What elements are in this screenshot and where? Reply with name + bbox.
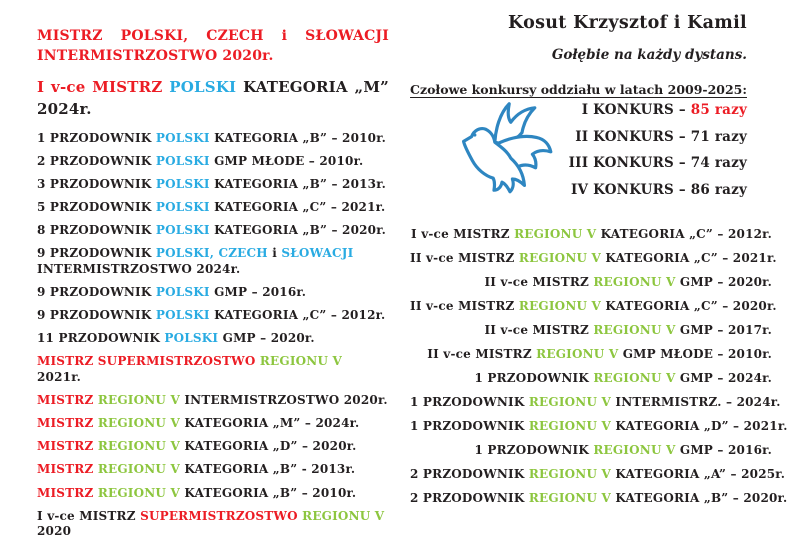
left-heading-intermistrzostwo (37, 26, 389, 66)
text-segment: II v-ce MISTRZ (410, 251, 519, 265)
text-segment: SŁOWACJI (281, 246, 354, 261)
text-segment: REGIONU V (593, 443, 676, 457)
text-segment: REGIONU V (97, 485, 180, 500)
text-segment: REGIONU V (97, 439, 180, 454)
left-achievements-list (37, 131, 389, 540)
text-segment: 8 PRZODOWNIK (37, 223, 156, 238)
achievement-line (410, 347, 772, 362)
konkurs-line (400, 103, 747, 117)
text-segment: KATEGORIA „D” – 2020r. (179, 439, 357, 454)
text-segment: REGIONU V (97, 462, 180, 477)
text-segment: POLSKI (155, 285, 210, 300)
achievement-line (410, 371, 772, 386)
text-segment: POLSKI (155, 200, 210, 215)
text-segment: MISTRZ POLSKI, CZECH i SŁOWACJI (37, 28, 389, 44)
text-segment: REGIONU V (302, 508, 385, 523)
achievement-line (410, 323, 772, 338)
text-segment: MISTRZ (37, 485, 98, 500)
achievement-line (410, 395, 781, 410)
achievement-line (37, 462, 389, 478)
achievement-line (37, 154, 389, 170)
text-segment: 1 PRZODOWNIK (474, 443, 594, 457)
text-segment: GMP MŁODE – 2010r. (209, 154, 364, 169)
text-segment: 1 PRZODOWNIK (474, 371, 594, 385)
text-segment: REGIONU V (518, 251, 602, 265)
text-segment: KATEGORIA „C” – 2020r. (601, 299, 777, 313)
achievement-line (410, 419, 788, 434)
text-segment: GMP – 2020r. (218, 331, 315, 346)
text-segment: CZECH (218, 246, 268, 261)
achievement-line (37, 393, 389, 409)
text-segment: POLSKI (155, 223, 210, 238)
text-segment: REGIONU V (593, 323, 676, 337)
text-segment: KATEGORIA „C” – 2012r. (596, 227, 772, 241)
text-segment: 9 PRZODOWNIK (37, 285, 156, 300)
text-segment: POLSKI (155, 177, 210, 192)
text-segment: KATEGORIA „B” – 2020r. (209, 223, 387, 238)
text-segment: REGIONU V (528, 419, 612, 433)
achievement-line (410, 299, 777, 314)
text-segment: KATEGORIA „B” – 2010r. (179, 485, 357, 500)
right-achievements-list (410, 227, 788, 515)
heading-line (37, 26, 389, 46)
text-segment: KATEGORIA „B” – 2020r. (611, 491, 788, 505)
text-segment: 2020 (37, 524, 72, 539)
text-segment: INTERMISTRZ. – 2024r. (611, 395, 781, 409)
text-segment: I KONKURS – (581, 102, 691, 118)
achievement-line (410, 443, 772, 458)
text-segment: POLSKI, (155, 246, 215, 261)
text-segment: GMP – 2016r. (209, 285, 307, 300)
text-segment: i (267, 246, 282, 261)
achievement-line (37, 223, 389, 239)
text-segment: POLSKI (155, 154, 210, 169)
text-segment: GMP – 2024r. (675, 371, 772, 385)
achievement-line (37, 354, 389, 385)
text-segment: KATEGORIA „B” - 2013r. (179, 462, 356, 477)
text-segment: REGIONU V (593, 275, 676, 289)
achievement-line (410, 251, 777, 266)
text-segment: I v-ce MISTRZ (37, 78, 170, 96)
achievement-line (37, 486, 389, 502)
achievement-line (37, 177, 389, 193)
text-segment: KATEGORIA „C” – 2021r. (209, 200, 386, 215)
text-segment: 1 PRZODOWNIK (37, 131, 156, 145)
text-segment: REGIONU V (593, 371, 676, 385)
text-segment: INTERMISTRZOSTWO 2020r. (179, 393, 388, 408)
text-segment: 2 PRZODOWNIK (37, 154, 156, 169)
achievement-line (410, 491, 788, 506)
achievement-line (37, 509, 389, 540)
text-segment: 85 razy (690, 102, 747, 118)
achievement-line (37, 331, 389, 347)
text-segment: SUPERMISTRZOSTWO (140, 508, 303, 523)
text-segment: KATEGORIA „A” – 2025r. (611, 467, 786, 481)
text-segment: I v-ce MISTRZ (411, 227, 515, 241)
text-segment: KATEGORIA „C” – 2012r. (209, 308, 386, 323)
achievement-line (410, 467, 786, 482)
text-segment: REGIONU V (518, 299, 602, 313)
text-segment: KATEGORIA „B” – 2010r. (209, 131, 387, 145)
right-column-header (400, 0, 747, 98)
konkurs-line (400, 183, 747, 197)
text-segment: 2024r. (37, 100, 92, 118)
text-segment: POLSKI (169, 78, 237, 96)
text-segment: POLSKI (155, 131, 210, 145)
heading-line (37, 98, 389, 120)
text-segment: KATEGORIA „M” – 2024r. (179, 416, 360, 431)
achievement-line (37, 439, 389, 455)
text-segment: MISTRZ (37, 439, 98, 454)
text-segment: GMP – 2016r. (675, 443, 772, 457)
text-segment: GMP MŁODE – 2010r. (618, 347, 772, 361)
text-segment: II v-ce MISTRZ (427, 347, 537, 361)
text-segment: POLSKI (164, 331, 219, 346)
text-segment: 1 PRZODOWNIK (410, 419, 529, 433)
text-segment: REGIONU V (536, 347, 619, 361)
text-segment: 2021r. (37, 370, 81, 385)
text-segment: II KONKURS – 71 razy (575, 128, 747, 145)
text-segment: INTERMISTRZOSTWO 2020r. (37, 48, 274, 64)
text-segment: 2 PRZODOWNIK (410, 491, 529, 505)
achievement-line (37, 131, 389, 147)
text-segment: KATEGORIA „M” (236, 78, 389, 96)
konkurs-line (400, 130, 747, 144)
text-segment: REGIONU V (259, 354, 343, 369)
achievement-line (410, 275, 772, 290)
konkurs-results-list (400, 103, 747, 209)
text-segment: REGIONU V (528, 395, 612, 409)
achievement-line (37, 246, 389, 277)
text-segment: 3 PRZODOWNIK (37, 177, 156, 192)
text-segment: REGIONU V (528, 491, 612, 505)
text-segment: II v-ce MISTRZ (484, 323, 594, 337)
achievement-line (37, 416, 389, 432)
achievement-line (37, 285, 389, 301)
text-segment: KATEGORIA „B” – 2013r. (209, 177, 387, 192)
text-segment: MISTRZ (37, 416, 98, 431)
text-segment: REGIONU V (97, 393, 180, 408)
page-title: Kosut Krzysztof i Kamil (508, 13, 747, 33)
text-segment: MISTRZ SUPERMISTRZOSTWO (37, 354, 260, 369)
text-segment: IV KONKURS – 86 razy (571, 181, 747, 198)
text-segment: 1 PRZODOWNIK (410, 395, 529, 409)
text-segment: INTERMISTRZOSTWO 2024r. (37, 262, 241, 277)
text-segment: I v-ce MISTRZ (37, 508, 141, 523)
text-segment: 9 PRZODOWNIK (37, 308, 156, 323)
text-segment: POLSKI (155, 308, 210, 323)
text-segment: II v-ce MISTRZ (484, 275, 594, 289)
left-column (37, 26, 389, 547)
text-segment: III KONKURS – 74 razy (568, 155, 747, 171)
text-segment: 5 PRZODOWNIK (37, 200, 156, 215)
text-segment: MISTRZ (37, 462, 98, 477)
text-segment: REGIONU V (528, 467, 612, 481)
text-segment: MISTRZ (37, 393, 98, 408)
text-segment: GMP – 2020r. (675, 275, 772, 289)
heading-line (37, 46, 389, 66)
left-heading-vice-mistrz (37, 76, 389, 120)
heading-line (37, 76, 389, 98)
text-segment: KATEGORIA „D” – 2021r. (611, 419, 788, 433)
text-segment: KATEGORIA „C” – 2021r. (601, 251, 777, 265)
achievement-line (37, 308, 389, 324)
achievement-line (410, 227, 772, 242)
konkurs-line (400, 156, 747, 170)
text-segment: REGIONU V (514, 227, 597, 241)
text-segment: 2 PRZODOWNIK (410, 467, 529, 481)
slogan: Gołębie na każdy dystans. (551, 47, 747, 63)
text-segment: 9 PRZODOWNIK (37, 246, 156, 261)
text-segment: II v-ce MISTRZ (410, 299, 519, 313)
text-segment: 11 PRZODOWNIK (37, 331, 165, 346)
text-segment: GMP – 2017r. (675, 323, 772, 337)
achievement-line (37, 200, 389, 216)
section-heading: Czołowe konkursy oddziału w latach 2009-2025: (410, 82, 747, 97)
text-segment: REGIONU V (97, 416, 180, 431)
